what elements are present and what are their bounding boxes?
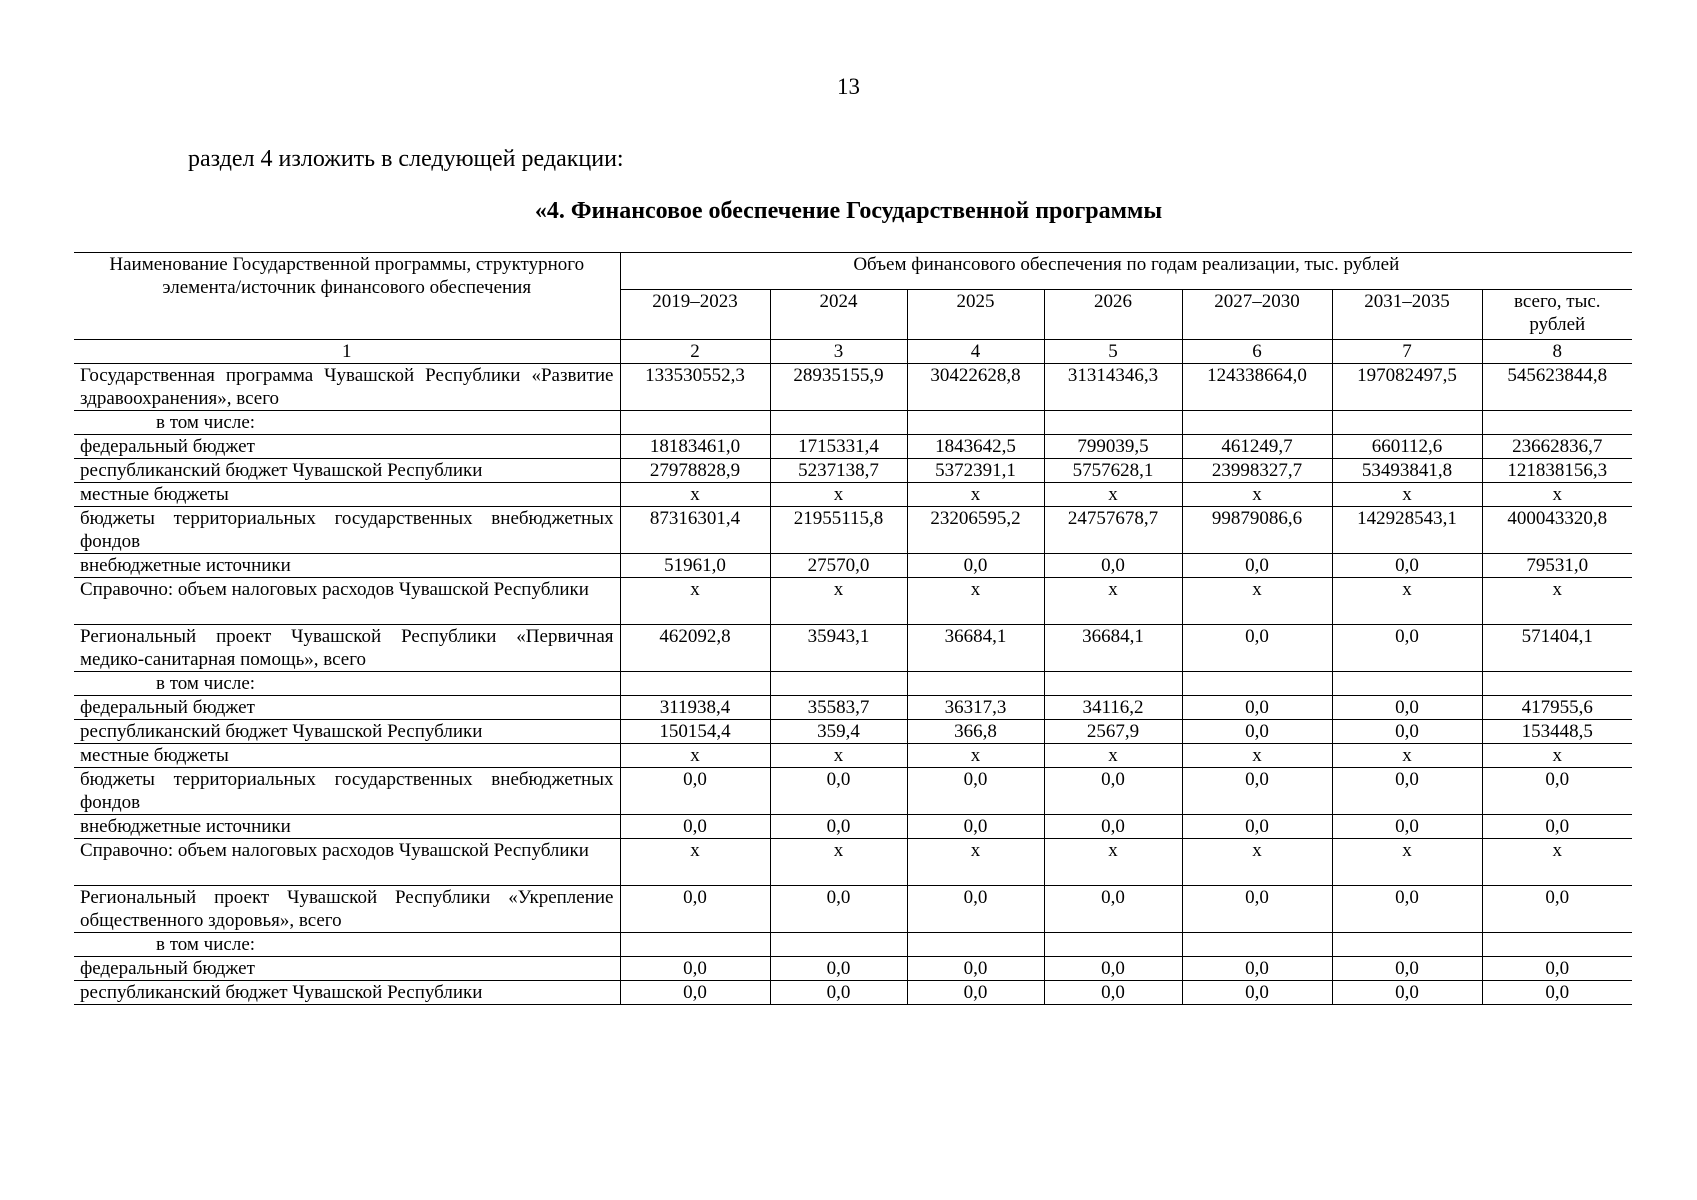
- table-row: [74, 672, 1632, 696]
- value-cell: 0,0: [1044, 957, 1182, 981]
- value-cell: 0,0: [1182, 957, 1332, 981]
- value-cell: 0,0: [1482, 886, 1632, 933]
- value-cell: x: [1482, 578, 1632, 625]
- value-cell: 23998327,7: [1182, 459, 1332, 483]
- value-cell: 99879086,6: [1182, 507, 1332, 554]
- header-volume-cell: Объем финансового обеспечения по годам реализации, тыс. рублей: [620, 253, 1632, 290]
- value-cell: x: [770, 839, 907, 886]
- header-year-total: всего, тыс. рублей: [1482, 290, 1632, 340]
- value-cell: 366,8: [907, 720, 1044, 744]
- value-cell: 0,0: [770, 768, 907, 815]
- value-cell: 0,0: [1182, 720, 1332, 744]
- value-cell: 417955,6: [1482, 696, 1632, 720]
- value-cell: x: [620, 483, 770, 507]
- value-cell: 34116,2: [1044, 696, 1182, 720]
- value-cell: 0,0: [1044, 768, 1182, 815]
- value-cell: x: [1332, 839, 1482, 886]
- value-cell: 31314346,3: [1044, 364, 1182, 411]
- table-row: [74, 435, 1632, 459]
- row-name-cell: федеральный бюджет: [74, 957, 620, 981]
- financing-table: [74, 252, 1632, 1005]
- value-cell: 0,0: [1182, 554, 1332, 578]
- value-cell: [1332, 411, 1482, 435]
- value-cell: 5237138,7: [770, 459, 907, 483]
- row-name-cell: республиканский бюджет Чувашской Республики: [74, 981, 620, 1005]
- value-cell: 36684,1: [907, 625, 1044, 672]
- value-cell: x: [1332, 483, 1482, 507]
- value-cell: [770, 933, 907, 957]
- value-cell: x: [620, 744, 770, 768]
- value-cell: 660112,6: [1332, 435, 1482, 459]
- value-cell: 0,0: [620, 981, 770, 1005]
- page-number: 13: [837, 74, 860, 99]
- value-cell: 359,4: [770, 720, 907, 744]
- row-name-cell: бюджеты территориальных государственных внебюджетных фондов: [74, 507, 620, 554]
- value-cell: [620, 672, 770, 696]
- row-name-cell: внебюджетные источники: [74, 815, 620, 839]
- value-cell: 87316301,4: [620, 507, 770, 554]
- value-cell: 0,0: [1482, 768, 1632, 815]
- value-cell: 0,0: [1482, 981, 1632, 1005]
- row-name-cell: местные бюджеты: [74, 483, 620, 507]
- column-number: 6: [1182, 340, 1332, 364]
- table-row: [74, 364, 1632, 411]
- value-cell: [1044, 411, 1182, 435]
- header-name-cell: Наименование Государственной программы, структурного элемента/источник финансового обеспечения: [74, 253, 620, 340]
- value-cell: x: [1482, 839, 1632, 886]
- value-cell: x: [1332, 578, 1482, 625]
- value-cell: 0,0: [1332, 981, 1482, 1005]
- column-number: 5: [1044, 340, 1182, 364]
- value-cell: 133530552,3: [620, 364, 770, 411]
- value-cell: 79531,0: [1482, 554, 1632, 578]
- value-cell: [620, 411, 770, 435]
- value-cell: [1182, 411, 1332, 435]
- value-cell: 0,0: [907, 815, 1044, 839]
- table-row: [74, 815, 1632, 839]
- header-year: 2026: [1044, 290, 1182, 340]
- value-cell: 36317,3: [907, 696, 1044, 720]
- value-cell: 27978828,9: [620, 459, 770, 483]
- value-cell: 0,0: [1182, 768, 1332, 815]
- row-name-cell: Справочно: объем налоговых расходов Чувашской Республики: [74, 839, 620, 886]
- value-cell: 0,0: [1482, 957, 1632, 981]
- value-cell: [620, 933, 770, 957]
- value-cell: 462092,8: [620, 625, 770, 672]
- table-row: [74, 411, 1632, 435]
- table-row: [74, 507, 1632, 554]
- value-cell: 27570,0: [770, 554, 907, 578]
- value-cell: 5372391,1: [907, 459, 1044, 483]
- row-name-cell: федеральный бюджет: [74, 696, 620, 720]
- value-cell: [1044, 933, 1182, 957]
- value-cell: 0,0: [907, 981, 1044, 1005]
- row-name-cell: внебюджетные источники: [74, 554, 620, 578]
- table-row: [74, 933, 1632, 957]
- value-cell: 53493841,8: [1332, 459, 1482, 483]
- value-cell: 51961,0: [620, 554, 770, 578]
- column-number: 3: [770, 340, 907, 364]
- value-cell: [907, 933, 1044, 957]
- table-row: [74, 744, 1632, 768]
- value-cell: [1482, 933, 1632, 957]
- value-cell: 18183461,0: [620, 435, 770, 459]
- value-cell: x: [1332, 744, 1482, 768]
- table-row: [74, 886, 1632, 933]
- table-row: [74, 483, 1632, 507]
- value-cell: 0,0: [907, 554, 1044, 578]
- table-row: [74, 554, 1632, 578]
- row-name-cell: бюджеты территориальных государственных внебюджетных фондов: [74, 768, 620, 815]
- header-year: 2019–2023: [620, 290, 770, 340]
- value-cell: 0,0: [1332, 625, 1482, 672]
- value-cell: 545623844,8: [1482, 364, 1632, 411]
- table-row: [74, 839, 1632, 886]
- value-cell: x: [1182, 839, 1332, 886]
- value-cell: [1182, 933, 1332, 957]
- value-cell: 0,0: [770, 815, 907, 839]
- column-number: 2: [620, 340, 770, 364]
- value-cell: 0,0: [907, 886, 1044, 933]
- value-cell: 0,0: [620, 815, 770, 839]
- value-cell: 36684,1: [1044, 625, 1182, 672]
- row-name-cell: Региональный проект Чувашской Республики «Укрепление общественного здоровья», всего: [74, 886, 620, 933]
- value-cell: 30422628,8: [907, 364, 1044, 411]
- header-year: 2025: [907, 290, 1044, 340]
- header-year: 2027–2030: [1182, 290, 1332, 340]
- value-cell: [1482, 411, 1632, 435]
- value-cell: 0,0: [1044, 886, 1182, 933]
- value-cell: x: [1182, 483, 1332, 507]
- column-number: 7: [1332, 340, 1482, 364]
- value-cell: 124338664,0: [1182, 364, 1332, 411]
- value-cell: x: [1182, 744, 1332, 768]
- value-cell: [907, 672, 1044, 696]
- value-cell: [907, 411, 1044, 435]
- value-cell: x: [907, 839, 1044, 886]
- value-cell: 0,0: [1182, 981, 1332, 1005]
- value-cell: x: [620, 839, 770, 886]
- value-cell: 35943,1: [770, 625, 907, 672]
- value-cell: [1332, 933, 1482, 957]
- table-row: [74, 957, 1632, 981]
- section-title: «4. Финансовое обеспечение Государственной программы: [534, 198, 1163, 224]
- value-cell: 142928543,1: [1332, 507, 1482, 554]
- value-cell: 1843642,5: [907, 435, 1044, 459]
- value-cell: x: [1182, 578, 1332, 625]
- value-cell: 0,0: [1182, 886, 1332, 933]
- value-cell: [770, 411, 907, 435]
- value-cell: 0,0: [620, 886, 770, 933]
- table-body: [74, 364, 1632, 1005]
- value-cell: 0,0: [1044, 815, 1182, 839]
- value-cell: 5757628,1: [1044, 459, 1182, 483]
- value-cell: 0,0: [1332, 554, 1482, 578]
- value-cell: [1182, 672, 1332, 696]
- value-cell: 0,0: [1182, 625, 1332, 672]
- value-cell: x: [1044, 578, 1182, 625]
- value-cell: x: [1044, 483, 1182, 507]
- value-cell: 0,0: [1044, 554, 1182, 578]
- table-row: [74, 459, 1632, 483]
- row-name-cell: республиканский бюджет Чувашской Республики: [74, 720, 620, 744]
- table-row: [74, 768, 1632, 815]
- value-cell: 1715331,4: [770, 435, 907, 459]
- table-row: [74, 578, 1632, 625]
- value-cell: x: [907, 744, 1044, 768]
- column-number: 1: [74, 340, 620, 364]
- header-year: 2024: [770, 290, 907, 340]
- value-cell: 0,0: [1182, 815, 1332, 839]
- value-cell: [770, 672, 907, 696]
- value-cell: 0,0: [1182, 696, 1332, 720]
- value-cell: 0,0: [1332, 696, 1482, 720]
- row-name-cell: местные бюджеты: [74, 744, 620, 768]
- row-name-cell: в том числе:: [74, 672, 620, 696]
- value-cell: 0,0: [1332, 815, 1482, 839]
- value-cell: 0,0: [620, 957, 770, 981]
- value-cell: 0,0: [907, 768, 1044, 815]
- row-name-cell: Справочно: объем налоговых расходов Чувашской Республики: [74, 578, 620, 625]
- value-cell: 121838156,3: [1482, 459, 1632, 483]
- header-year: 2031–2035: [1332, 290, 1482, 340]
- value-cell: 150154,4: [620, 720, 770, 744]
- value-cell: 21955115,8: [770, 507, 907, 554]
- value-cell: 0,0: [1482, 815, 1632, 839]
- value-cell: 0,0: [770, 981, 907, 1005]
- value-cell: 28935155,9: [770, 364, 907, 411]
- value-cell: x: [770, 483, 907, 507]
- value-cell: x: [1044, 839, 1182, 886]
- value-cell: x: [1482, 744, 1632, 768]
- value-cell: x: [620, 578, 770, 625]
- row-name-cell: Государственная программа Чувашской Республики «Развитие здравоохранения», всего: [74, 364, 620, 411]
- row-name-cell: Региональный проект Чувашской Республики «Первичная медико-санитарная помощь», всего: [74, 625, 620, 672]
- table-row: [74, 981, 1632, 1005]
- value-cell: 571404,1: [1482, 625, 1632, 672]
- column-number: 8: [1482, 340, 1632, 364]
- value-cell: x: [770, 578, 907, 625]
- value-cell: 0,0: [1332, 768, 1482, 815]
- intro-text: раздел 4 изложить в следующей редакции:: [188, 146, 624, 172]
- value-cell: 799039,5: [1044, 435, 1182, 459]
- table-row: [74, 696, 1632, 720]
- value-cell: 35583,7: [770, 696, 907, 720]
- value-cell: 0,0: [770, 886, 907, 933]
- column-number: 4: [907, 340, 1044, 364]
- table-row: [74, 720, 1632, 744]
- value-cell: x: [907, 483, 1044, 507]
- row-name-cell: в том числе:: [74, 933, 620, 957]
- value-cell: [1332, 672, 1482, 696]
- value-cell: [1044, 672, 1182, 696]
- value-cell: 400043320,8: [1482, 507, 1632, 554]
- row-name-cell: федеральный бюджет: [74, 435, 620, 459]
- value-cell: 0,0: [1332, 957, 1482, 981]
- value-cell: 0,0: [907, 957, 1044, 981]
- table-row: [74, 625, 1632, 672]
- value-cell: [1482, 672, 1632, 696]
- value-cell: 23206595,2: [907, 507, 1044, 554]
- value-cell: 0,0: [1044, 981, 1182, 1005]
- value-cell: 311938,4: [620, 696, 770, 720]
- value-cell: 153448,5: [1482, 720, 1632, 744]
- value-cell: 461249,7: [1182, 435, 1332, 459]
- row-name-cell: республиканский бюджет Чувашской Республики: [74, 459, 620, 483]
- value-cell: x: [907, 578, 1044, 625]
- value-cell: x: [1482, 483, 1632, 507]
- value-cell: 0,0: [1332, 720, 1482, 744]
- value-cell: x: [1044, 744, 1182, 768]
- value-cell: 0,0: [770, 957, 907, 981]
- value-cell: 0,0: [620, 768, 770, 815]
- value-cell: x: [770, 744, 907, 768]
- value-cell: 23662836,7: [1482, 435, 1632, 459]
- value-cell: 0,0: [1332, 886, 1482, 933]
- value-cell: 2567,9: [1044, 720, 1182, 744]
- row-name-cell: в том числе:: [74, 411, 620, 435]
- value-cell: 24757678,7: [1044, 507, 1182, 554]
- value-cell: 197082497,5: [1332, 364, 1482, 411]
